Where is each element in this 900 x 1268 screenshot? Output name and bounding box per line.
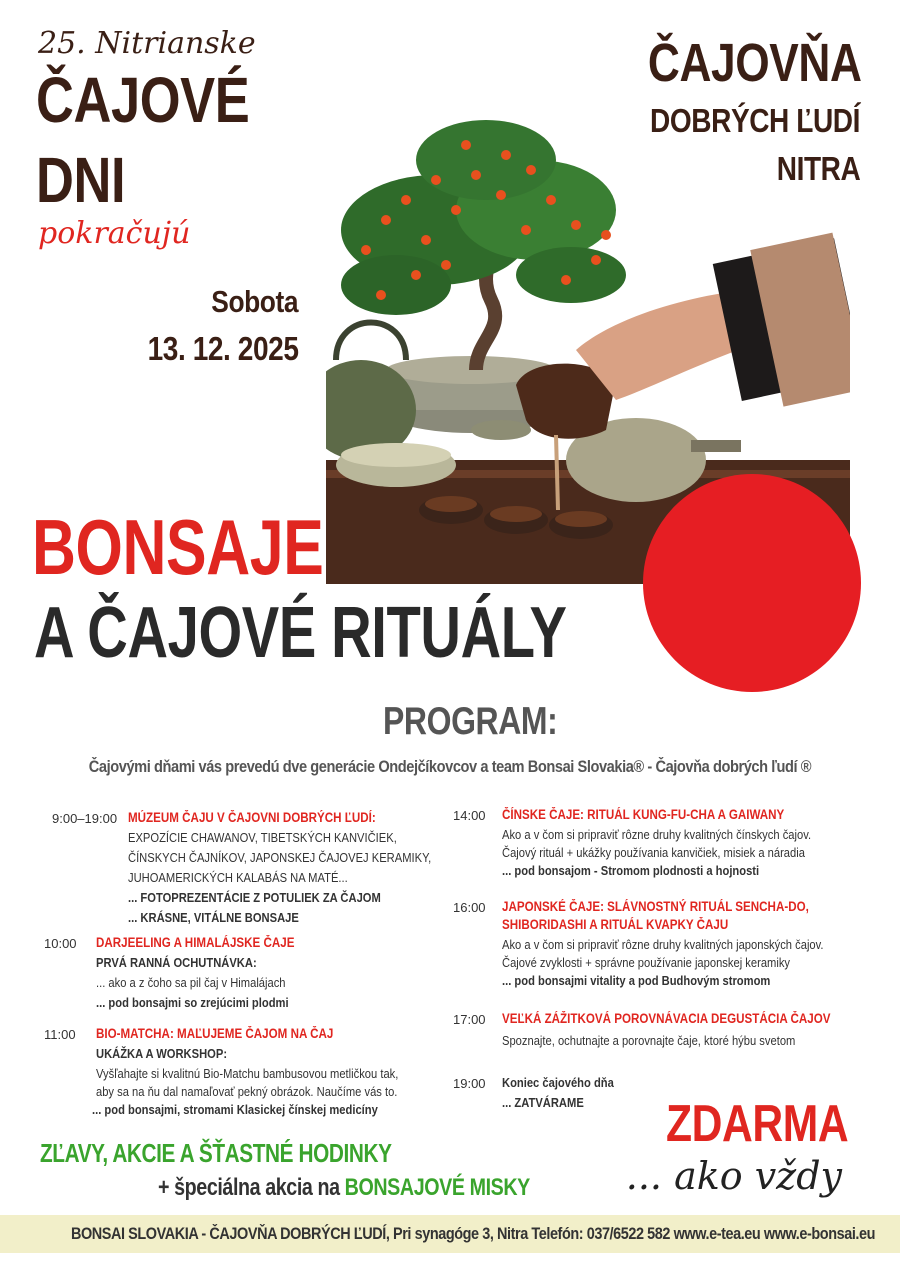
program-line: ... ako a z čoho sa pil čaj v Himalájach (96, 975, 286, 990)
program-line: PRVÁ RANNÁ OCHUTNÁVKA: (96, 955, 257, 970)
festival-edition: 25. Nitrianske (38, 26, 256, 61)
program-line: Čajový rituál + ukážky používania kanvičiek, misiek a náradia (502, 845, 805, 860)
program-line: ... ZATVÁRAME (502, 1095, 584, 1110)
program-title: DARJEELING A HIMALÁJSKE ČAJE (96, 935, 295, 950)
program-line: JUHOAMERICKÝCH KALABÁS NA MATÉ... (128, 870, 348, 885)
program-line: Spoznajte, ochutnajte a porovnajte čaje, ktoré hýbu svetom (502, 1033, 796, 1048)
program-time: 16:00 (453, 900, 486, 915)
program-line: UKÁŽKA A WORKSHOP: (96, 1046, 228, 1061)
program-title: MÚZEUM ČAJU V ČAJOVNI DOBRÝCH ĽUDÍ: (128, 810, 376, 825)
deals-banner: ZĽAVY, AKCIE A ŠŤASTNÉ HODINKY (40, 1138, 392, 1168)
program-line: EXPOZÍCIE CHAWANOV, TIBETSKÝCH KANVIČIEK, (128, 830, 397, 845)
free-entry-tagline: ... ako vždy (625, 1154, 842, 1198)
event-date: 13. 12. 2025 (147, 330, 298, 367)
special-offer-prefix: + špeciálna akcia na (158, 1174, 345, 1201)
program-line: Čajové zvyklosti + správne používanie japonskej keramiky (502, 955, 791, 970)
program-line: ... pod bonsajmi vitality a pod Budhovým stromom (502, 973, 771, 988)
program-time: 11:00 (44, 1027, 76, 1042)
program-time: 9:00–19:00 (52, 811, 118, 826)
headline-bonsaje: BONSAJE (32, 503, 324, 591)
special-offer (158, 1174, 530, 1202)
venue-city: NITRA (776, 150, 860, 187)
program-title: ČÍNSKE ČAJE: RITUÁL KUNG-FU-CHA A GAIWANY (502, 807, 785, 822)
program-time: 17:00 (453, 1012, 486, 1027)
festival-title-line1: ČAJOVÉ (36, 64, 250, 136)
program-intro (0, 757, 900, 777)
program-title: BIO-MATCHA: MAĽUJEME ČAJOM NA ČAJ (96, 1026, 334, 1041)
venue-name: ČAJOVŇA (648, 33, 862, 93)
venue-subname: DOBRÝCH ĽUDÍ (650, 102, 860, 139)
program-line: ČÍNSKYCH ČAJNÍKOV, JAPONSKEJ ČAJOVEJ KERAMIKY, (128, 850, 432, 865)
program-time: 14:00 (453, 808, 486, 823)
festival-subtitle: pokračujú (38, 216, 191, 251)
festival-title-line2: DNI (36, 144, 126, 216)
program-title: VEĽKÁ ZÁŽITKOVÁ POROVNÁVACIA DEGUSTÁCIA ČAJOV (502, 1011, 831, 1026)
footer-contact-text: BONSAI SLOVAKIA - ČAJOVŇA DOBRÝCH ĽUDÍ, Pri synagóge 3, Nitra Telefón: 037/6522 582 www.e-tea.eu www.e-bonsai.eu (70, 1224, 876, 1243)
program-intro-text: Čajovými dňami vás prevedú dve generácie Ondejčíkovcov a team Bonsai Slovakia® - Čajovňa dobrých ľudí ® (88, 757, 812, 776)
program-title-cont: SHIBORIDASHI A RITUÁL KVAPKY ČAJU (502, 917, 729, 932)
program-line: Ako a v čom si pripraviť rôzne druhy kvalitných čínskych čajov. (502, 827, 812, 842)
special-offer-highlight: BONSAJOVÉ MISKY (344, 1174, 530, 1201)
program-line: Koniec čajového dňa (502, 1075, 614, 1090)
program-line: ... pod bonsajmi so zrejúcimi plodmi (96, 995, 289, 1010)
program-line: Vyšľahajte si kvalitnú Bio-Matchu bambusovou metličkou tak, (96, 1066, 399, 1081)
program-title: JAPONSKÉ ČAJE: SLÁVNOSTNÝ RITUÁL SENCHA-DO, (502, 899, 809, 914)
program-line: ... FOTOPREZENTÁCIE Z POTULIEK ZA ČAJOM (128, 890, 381, 905)
program-time: 19:00 (453, 1076, 486, 1091)
program-line: ... pod bonsajmi, stromami Klasickej čínskej medicíny (92, 1102, 378, 1117)
program-heading: PROGRAM: (383, 700, 558, 743)
program-line: Ako a v čom si pripraviť rôzne druhy kvalitných japonských čajov. (502, 937, 824, 952)
program-time: 10:00 (44, 936, 77, 951)
red-sun-circle (643, 474, 861, 692)
headline-rituals: A ČAJOVÉ RITUÁLY (34, 593, 567, 673)
program-line: aby sa na ňu dal namaľovať pekný obrázok. Naučíme vás to. (96, 1084, 398, 1099)
footer-contact (0, 1224, 900, 1244)
program-line: ... KRÁSNE, VITÁLNE BONSAJE (128, 910, 299, 925)
event-day: Sobota (211, 284, 298, 319)
program-line: ... pod bonsajom - Stromom plodnosti a hojnosti (502, 863, 760, 878)
free-entry: ZDARMA (665, 1095, 848, 1153)
